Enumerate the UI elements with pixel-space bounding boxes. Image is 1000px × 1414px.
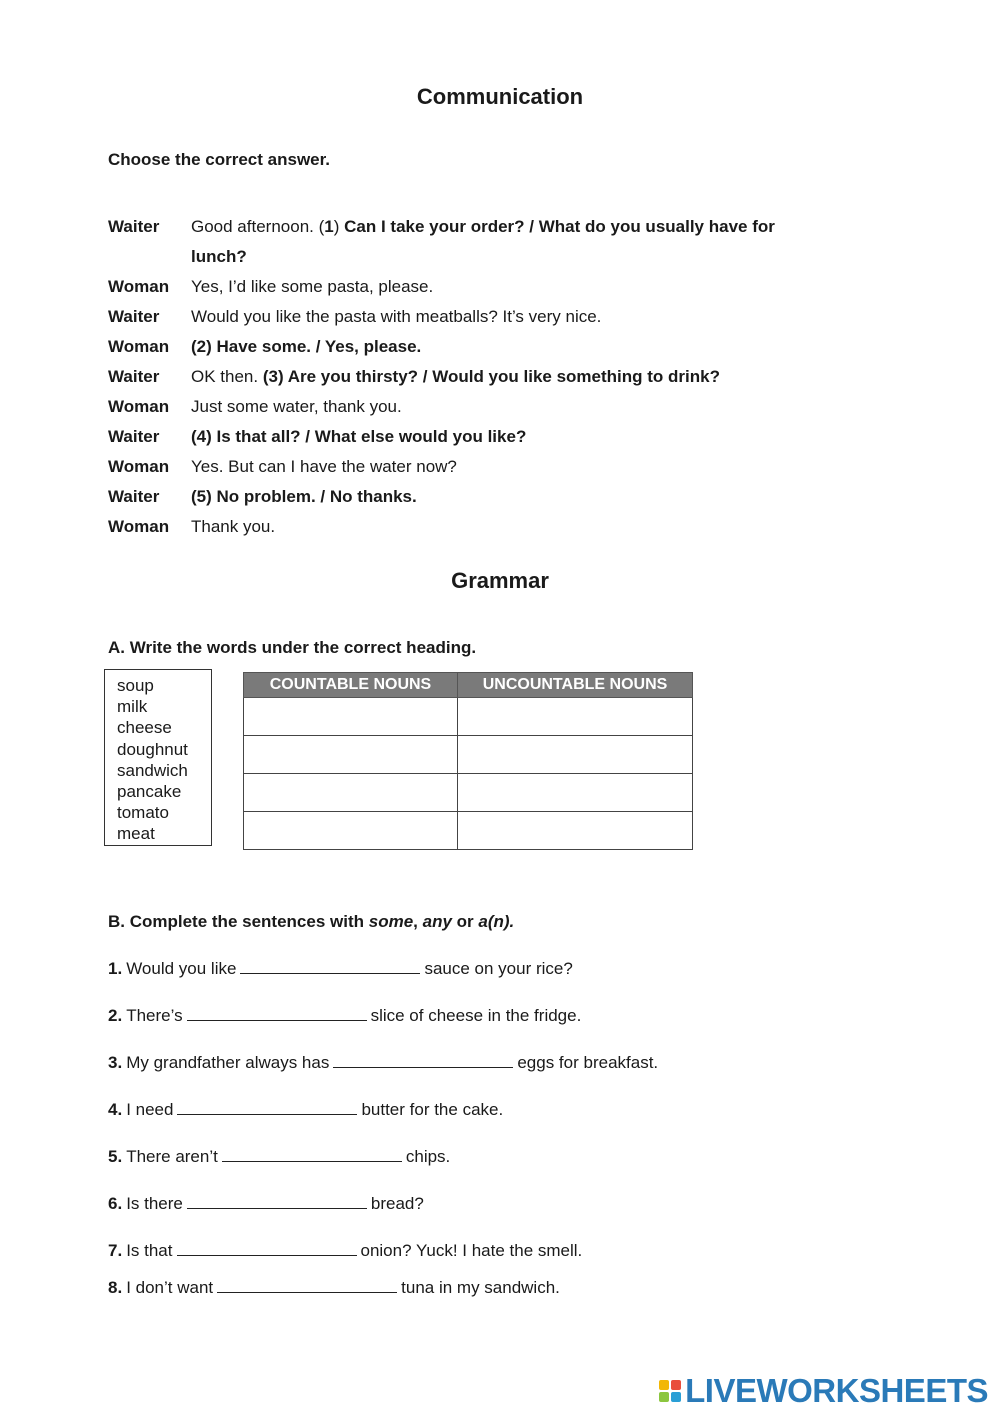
sentence-item	[108, 1100, 503, 1120]
countable-answer-cell[interactable]	[244, 812, 458, 850]
dialogue-fragment: Yes. But can I have the water now?	[191, 457, 457, 476]
sentence-start: There’s	[126, 1006, 183, 1025]
answer-blank[interactable]	[222, 1147, 402, 1162]
logo-tile	[659, 1380, 669, 1390]
sentence-start: I need	[126, 1100, 174, 1119]
sentence-number: 8.	[108, 1278, 123, 1297]
word-bank-item: milk	[117, 697, 148, 717]
dialogue-text	[191, 212, 828, 272]
sentence-end: chips.	[405, 1147, 451, 1166]
speaker-label: Waiter	[108, 217, 160, 236]
sentence-item	[108, 959, 573, 979]
sentence-number: 4.	[108, 1100, 123, 1119]
countable-answer-cell[interactable]	[244, 698, 458, 736]
speaker-label: Woman	[108, 457, 170, 476]
uncountable-answer-cell[interactable]	[458, 812, 693, 850]
answer-blank[interactable]	[177, 1241, 357, 1256]
uncountable-answer-cell[interactable]	[458, 736, 693, 774]
word-bank-item: soup	[117, 676, 154, 695]
answer-blank[interactable]	[217, 1278, 397, 1293]
dialogue-text	[191, 422, 828, 452]
dialogue-line	[108, 452, 828, 482]
countable-answer-cell[interactable]	[244, 736, 458, 774]
dialogue-line	[108, 422, 828, 452]
sentence-number: 7.	[108, 1241, 123, 1260]
countable-answer-cell[interactable]	[244, 774, 458, 812]
sentence-end: butter for the cake.	[361, 1100, 504, 1119]
dialogue-line	[108, 332, 828, 362]
logo-tile	[671, 1380, 681, 1390]
part-b-sep1: ,	[413, 912, 423, 931]
answer-blank[interactable]	[333, 1053, 513, 1068]
speaker-label: Waiter	[108, 487, 160, 506]
word-an: a(n).	[478, 912, 515, 931]
speaker-label: Woman	[108, 397, 170, 416]
word-bank-item: sandwich	[117, 760, 188, 780]
dialogue-fragment: Yes, I’d like some pasta, please.	[191, 277, 434, 296]
logo-tile	[659, 1392, 669, 1402]
dialogue	[108, 212, 828, 542]
dialogue-line	[108, 362, 828, 392]
dialogue-fragment: Thank you.	[191, 517, 276, 536]
speaker-label: Woman	[108, 277, 170, 296]
part-a-instruction: A. Write the words under the correct heading.	[108, 638, 477, 657]
sentence-start: My grandfather always has	[126, 1053, 330, 1072]
answer-blank[interactable]	[177, 1100, 357, 1115]
answer-option-text[interactable]: (2) Have some. / Yes, please.	[191, 337, 422, 356]
speaker-label: Waiter	[108, 367, 160, 386]
sentence-item	[108, 1241, 582, 1261]
header-countable: COUNTABLE NOUNS	[244, 673, 458, 698]
sentence-start: I don’t want	[126, 1278, 214, 1297]
noun-table	[243, 672, 693, 850]
grammar-title: Grammar	[451, 568, 549, 593]
dialogue-text	[191, 452, 828, 482]
word-bank	[104, 669, 212, 846]
dialogue-fragment: )	[333, 217, 345, 236]
part-b-sep2: or	[451, 912, 479, 931]
sentence-item	[108, 1006, 581, 1026]
part-b-prefix: B. Complete the sentences with	[108, 912, 369, 931]
sentence-start: Would you like	[126, 959, 237, 978]
dialogue-line	[108, 482, 828, 512]
table-row	[244, 774, 693, 812]
word-some: some	[368, 912, 414, 931]
sentence-item	[108, 1147, 450, 1167]
speaker-label: Waiter	[108, 427, 160, 446]
dialogue-text	[191, 512, 828, 542]
sentence-end: tuna in my sandwich.	[401, 1278, 560, 1297]
liveworksheets-logo	[659, 1372, 988, 1410]
dialogue-line	[108, 302, 828, 332]
dialogue-fragment: Just some water, thank you.	[191, 397, 402, 416]
sentence-end: onion? Yuck! I hate the smell.	[360, 1241, 583, 1260]
sentence-item	[108, 1278, 560, 1298]
sentence-end: slice of cheese in the fridge.	[370, 1006, 582, 1025]
sentence-end: bread?	[370, 1194, 424, 1213]
dialogue-line	[108, 212, 828, 272]
sentence-start: Is there	[126, 1194, 183, 1213]
word-bank-item: doughnut	[117, 739, 188, 759]
dialogue-fragment: OK then.	[191, 367, 263, 386]
sentence-number: 3.	[108, 1053, 123, 1072]
communication-title: Communication	[416, 84, 584, 109]
dialogue-fragment: Good afternoon. (	[191, 217, 325, 236]
part-b-instruction	[108, 912, 514, 932]
word-bank-item: tomato	[117, 803, 169, 823]
table-row	[244, 736, 693, 774]
answer-option-text[interactable]: (5) No problem. / No thanks.	[191, 487, 417, 506]
speaker-label: Woman	[108, 517, 170, 536]
dialogue-text	[191, 332, 828, 362]
word-bank-item: pancake	[117, 782, 182, 802]
logo-icon	[659, 1380, 681, 1402]
word-bank-item: cheese	[117, 718, 172, 738]
answer-blank[interactable]	[187, 1194, 367, 1209]
sentence-start: Is that	[126, 1241, 173, 1260]
answer-option-text[interactable]: 1	[324, 217, 334, 236]
word-bank-item: meat	[117, 824, 155, 844]
answer-blank[interactable]	[187, 1006, 367, 1021]
sentence-number: 1.	[108, 959, 123, 978]
word-any: any	[422, 912, 452, 931]
dialogue-line	[108, 272, 828, 302]
communication-instruction: Choose the correct answer.	[108, 150, 331, 169]
sentence-end: eggs for breakfast.	[517, 1053, 659, 1072]
answer-blank[interactable]	[240, 959, 420, 974]
answer-option-text[interactable]: (4) Is that all? / What else would you like?	[191, 427, 527, 446]
sentence-item	[108, 1053, 658, 1073]
table-row	[244, 698, 693, 736]
answer-option-text[interactable]: (3) Are you thirsty? / Would you like something to drink?	[262, 367, 720, 386]
logo-tile	[671, 1392, 681, 1402]
logo-text: LIVEWORKSHEETS	[685, 1372, 988, 1409]
sentence-item	[108, 1194, 424, 1214]
speaker-label: Woman	[108, 337, 170, 356]
header-uncountable: UNCOUNTABLE NOUNS	[458, 673, 693, 698]
sentence-number: 5.	[108, 1147, 123, 1166]
sentence-end: sauce on your rice?	[424, 959, 573, 978]
uncountable-answer-cell[interactable]	[458, 774, 693, 812]
sentence-number: 2.	[108, 1006, 123, 1025]
dialogue-text	[191, 482, 828, 512]
answer-option-text[interactable]: Can I take your order? / What do you usually have for lunch?	[191, 217, 775, 266]
dialogue-text	[191, 272, 828, 302]
sentence-number: 6.	[108, 1194, 123, 1213]
dialogue-text	[191, 362, 828, 392]
dialogue-line	[108, 512, 828, 542]
dialogue-line	[108, 392, 828, 422]
dialogue-text	[191, 392, 828, 422]
dialogue-text	[191, 302, 828, 332]
dialogue-fragment: Would you like the pasta with meatballs? It’s very nice.	[191, 307, 602, 326]
sentence-start: There aren’t	[126, 1147, 218, 1166]
uncountable-answer-cell[interactable]	[458, 698, 693, 736]
speaker-label: Waiter	[108, 307, 160, 326]
table-row	[244, 812, 693, 850]
